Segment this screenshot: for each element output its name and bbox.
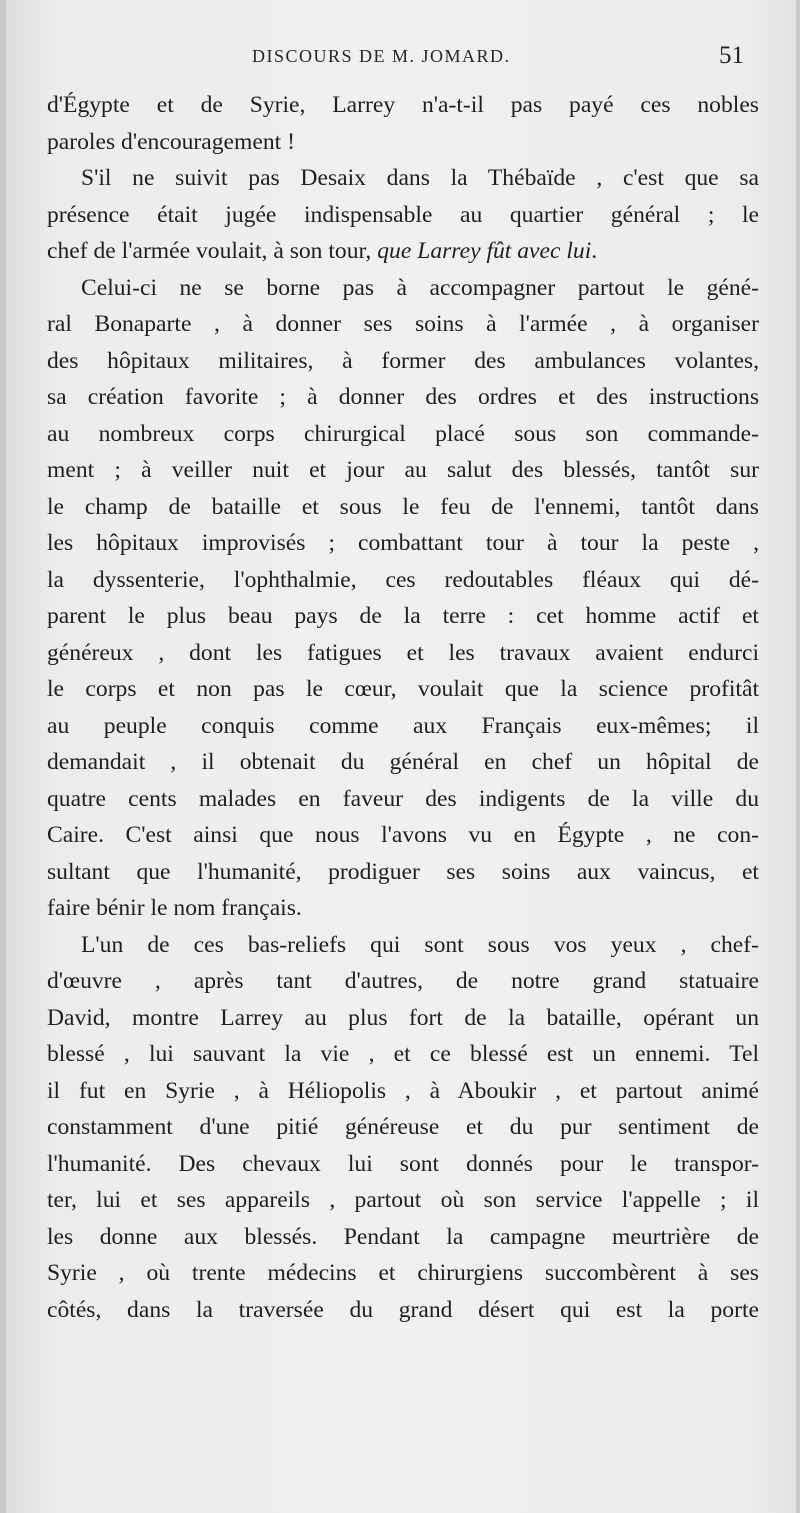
text-line: parent le plus beau pays de la terre : cet homme actif et xyxy=(47,603,759,629)
text-line: il fut en Syrie , à Héliopolis , à Aboukir , et partout animé xyxy=(47,1077,759,1104)
text-line: faire bénir le nom français. xyxy=(47,895,302,921)
running-head xyxy=(6,42,796,76)
text-line: quatre cents malades en faveur des indigents de la ville du xyxy=(47,785,759,812)
text-line: présence était jugée indispensable au quartier général ; le xyxy=(47,201,759,228)
paragraph-2 xyxy=(47,160,759,270)
text-line: généreux , dont les fatigues et les travaux avaient endurci xyxy=(47,639,759,666)
text-line: les hôpitaux improvisés ; combattant tour à tour la peste , xyxy=(47,530,759,556)
text-line: S'il ne suivit pas Desaix dans la Thébaïde , c'est que sa xyxy=(81,165,759,191)
page-number: 51 xyxy=(719,42,744,69)
text-line: blessé , lui sauvant la vie , et ce blessé est un ennemi. Tel xyxy=(47,1041,759,1067)
text-line: des hôpitaux militaires, à former des ambulances volantes, xyxy=(47,347,759,374)
text-line: sa création favorite ; à donner des ordres et des instructions xyxy=(47,384,759,410)
text-line: au nombreux corps chirurgical placé sous son commande- xyxy=(47,420,759,447)
text-line: l'humanité. Des chevaux lui sont donnés pour le transpor- xyxy=(47,1150,759,1177)
text-line: le corps et non pas le cœur, voulait que la science profitât xyxy=(47,676,759,702)
text-line: ment ; à veiller nuit et jour au salut des blessés, tantôt sur xyxy=(47,457,759,483)
text-line: demandait , il obtenait du général en chef un hôpital de xyxy=(47,749,759,775)
text-line: sultant que l'humanité, prodiguer ses soins aux vaincus, et xyxy=(47,858,759,885)
text-line: côtés, dans la traversée du grand désert qui est la porte xyxy=(47,1296,759,1323)
text-line: constamment d'une pitié généreuse et du pur sentiment de xyxy=(47,1114,759,1140)
text-line: d'Égypte et de Syrie, Larrey n'a-t-il pas payé ces nobles xyxy=(47,92,759,118)
text-line: paroles d'encouragement ! xyxy=(47,128,295,155)
text-line: la dyssenterie, l'ophthalmie, ces redoutables fléaux qui dé- xyxy=(47,566,759,593)
text-line: les donne aux blessés. Pendant la campagne meurtrière de xyxy=(47,1223,759,1250)
text-line: ter, lui et ses appareils , partout où son service l'appelle ; il xyxy=(47,1187,759,1213)
text-line: L'un de ces bas-reliefs qui sont sous vos yeux , chef- xyxy=(81,931,759,958)
text-line: au peuple conquis comme aux Français eux-mêmes; il xyxy=(47,712,759,739)
body-text xyxy=(47,87,759,1328)
paragraph-1 xyxy=(47,87,759,160)
paragraph-3 xyxy=(47,270,759,927)
running-head-title: DISCOURS DE M. JOMARD. xyxy=(252,46,511,66)
text-line: d'œuvre , après tant d'autres, de notre grand statuaire xyxy=(47,968,759,994)
text-line: ral Bonaparte , à donner ses soins à l'armée , à organiser xyxy=(47,311,759,337)
paragraph-4 xyxy=(47,927,759,1329)
text-line: chef de l'armée voulait, à son tour, que Larrey fût avec lui. xyxy=(47,238,598,264)
italic-quote: que Larrey fût avec lui xyxy=(377,238,592,264)
text-line: le champ de bataille et sous le feu de l'ennemi, tantôt dans xyxy=(47,493,759,520)
text-line: Syrie , où trente médecins et chirurgiens succombèrent à ses xyxy=(47,1260,759,1286)
text-line: Celui-ci ne se borne pas à accompagner partout le géné- xyxy=(81,274,759,301)
text-line: Caire. C'est ainsi que nous l'avons vu en Égypte , ne con- xyxy=(47,822,759,848)
book-page xyxy=(6,0,796,1513)
text-line: David, montre Larrey au plus fort de la bataille, opérant un xyxy=(47,1004,759,1031)
